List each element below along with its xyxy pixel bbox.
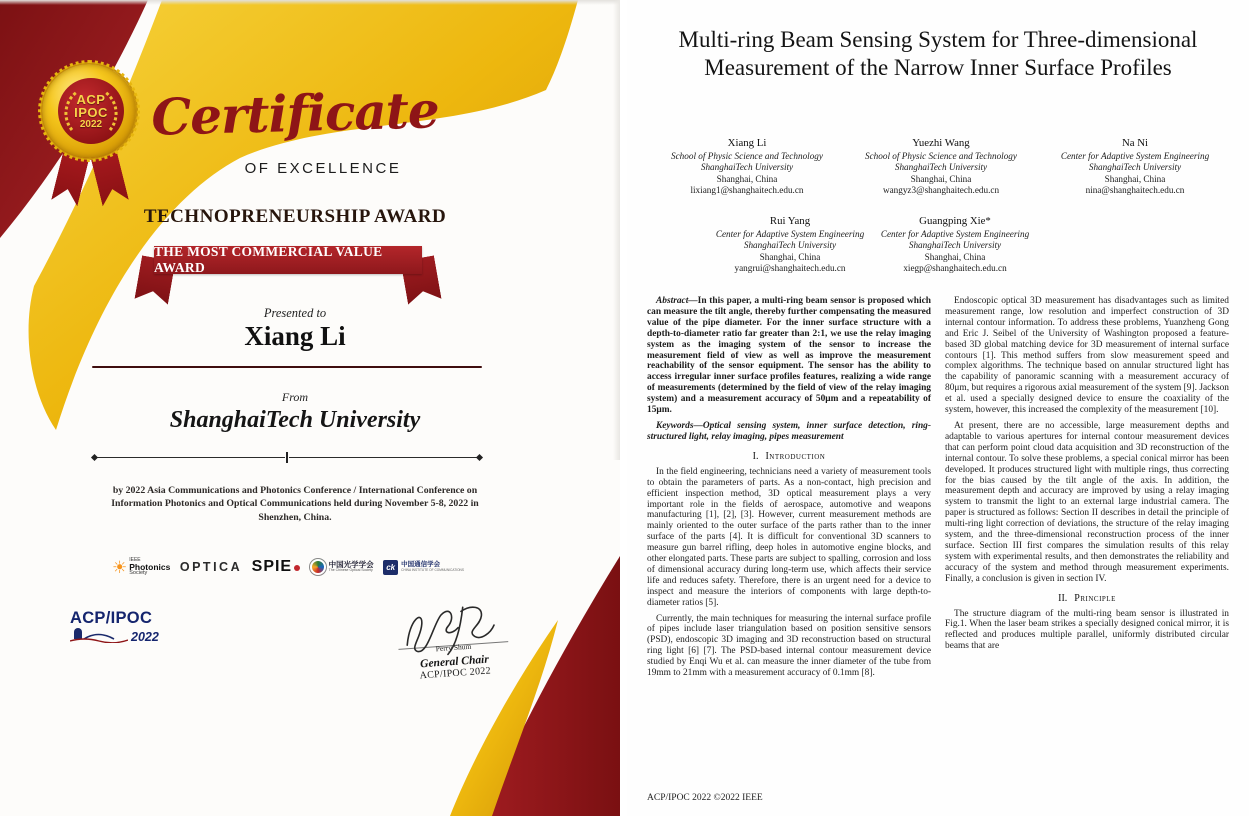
author-email: xiegp@shanghaitech.edu.cn bbox=[903, 263, 1007, 274]
intro-paragraph-2: Currently, the main techniques for measuring the internal surface profile of pipes include laser triangulation based on position sensitive sensors (PSD), endoscopic 3D imaging and 3D reconstruction based on structural ring light [6] [7]. The PSD-based internal contour measurement device studied by Enqi Wu et al. can measure the inner diameter of the tube from 19mm to 21mm with a measurement accuracy of 0.1mm [8]. bbox=[647, 613, 931, 679]
award-medal-badge bbox=[40, 64, 140, 209]
divider-line bbox=[97, 457, 285, 458]
organization-name: ShanghaiTech University bbox=[169, 407, 421, 433]
spie-red-dot-icon bbox=[294, 565, 300, 571]
acp-ipoc-event-logo bbox=[70, 610, 180, 643]
author-email: yangrui@shanghaitech.edu.cn bbox=[734, 263, 846, 274]
issuing-statement: by 2022 Asia Communications and Photonics Conference / International Conference on Information Photonics and Optical Communications held during November 5-8, 2022 in Shenzhen, China. bbox=[111, 484, 479, 523]
cic-chinese-text: 中国通信学会 bbox=[401, 561, 441, 569]
globe-icon bbox=[310, 559, 326, 575]
author-university: ShanghaiTech University bbox=[894, 162, 988, 173]
related-work-paragraph-2: At present, there are no accessible, large measurement depths and adaptable to various apertures for internal contour measurement devices that can perform point cloud data acquisition and 3D reconstruction of the internal contour. To solve these problems, a special conical mirror has been developed. It produces structured light with multiple rings, thus correcting for the bias caused by the tilt angle of the axis. In addition, the measurement depth and accuracy are improved by using a relay imaging system to transmit the light to an external large industrial camera. The paper is structured as follows: Section II describes in detail the principle of multi-ring light correction of deviations, the structure of the relay imaging system, and the three-dimensional reconstruction process of the inner surface. Section III first compares the simulation results of this relay system with experimental results, and then demonstrates the reliability and accuracy of the system and method through measurement experiments. Finally, a conclusion is given in section IV. bbox=[945, 420, 1229, 584]
author-email: wangyz3@shanghaitech.edu.cn bbox=[882, 185, 1000, 196]
divider-end-diamond bbox=[476, 454, 483, 461]
author-block bbox=[1038, 138, 1232, 197]
paper-page bbox=[627, 0, 1249, 816]
intro-paragraph-1: In the field engineering, technicians need a variety of measurement tools to obtain the parameters of parts. As a non-contact, high precision and efficient inspection method, 3D optical measurement plays a very important role in the fields of aerospace, automotive and weapons manufacturing [1], [2], [3]. However, current measurement methods are mainly oriented to the outer surface of the parts rather than to the inner surface of the parts [4]. It is difficult for conventional 3D scanners to measure gun barrel rifling, deep holes in automotive engine blocks, and other elongated parts. These parts are subject to spalling, corrosion and loss of dimensional accuracy during long-term use, which affects their service life and reduces safety. Therefore, there is an urgent need for a device to inspect and measure the interiors of components with large depth-to-diameter ratios [5]. bbox=[647, 466, 931, 608]
author-name: Rui Yang bbox=[769, 215, 811, 227]
author-department: Center for Adaptive System Engineering bbox=[1060, 150, 1210, 161]
certificate-page bbox=[0, 0, 620, 816]
author-row-1 bbox=[650, 138, 1232, 197]
signer-event: ACP/IPOC 2022 bbox=[419, 665, 492, 682]
divider-end-diamond bbox=[91, 454, 98, 461]
chinese-optical-society-logo bbox=[310, 559, 374, 575]
author-name: Guangping Xie* bbox=[919, 215, 991, 227]
recipient-underline bbox=[92, 366, 482, 368]
author-department: School of Physic Science and Technology bbox=[671, 150, 823, 161]
author-city: Shanghai, China bbox=[716, 173, 778, 184]
signer-name: Perry Shum bbox=[435, 641, 472, 654]
author-email: lixiang1@shanghaitech.edu.cn bbox=[690, 185, 804, 196]
sponsor-logos-row bbox=[112, 548, 464, 586]
divider-center-cross bbox=[286, 452, 288, 463]
author-city: Shanghai, China bbox=[759, 251, 821, 262]
medal-center bbox=[58, 78, 124, 144]
author-department: School of Physic Science and Technology bbox=[865, 150, 1017, 161]
photonics-text: Photonics bbox=[129, 561, 171, 572]
paper-title: Multi-ring Beam Sensing System for Three-dimensional Measurement of the Narrow Inner Surface Profiles bbox=[678, 27, 1198, 80]
section-number: II. bbox=[1058, 592, 1068, 604]
section-title: Principle bbox=[1074, 592, 1116, 604]
spie-logo bbox=[252, 558, 300, 576]
award-ribbon-banner: THE MOST COMMERCIAL VALUE AWARD bbox=[154, 246, 422, 274]
section-title: Introduction bbox=[765, 450, 826, 462]
event-logo-name: ACP/IPOC bbox=[70, 609, 153, 627]
author-university: ShanghaiTech University bbox=[1088, 162, 1182, 173]
section-heading-principle bbox=[945, 593, 1229, 604]
photo-edge-right bbox=[613, 0, 620, 460]
author-city: Shanghai, China bbox=[910, 173, 972, 184]
keywords-text: Optical sensing system, inner surface detection, ring-structured light, relay imaging, pipes measurement bbox=[647, 420, 931, 442]
abstract-label: Abstract— bbox=[656, 296, 698, 306]
author-university: ShanghaiTech University bbox=[743, 240, 837, 251]
author-block bbox=[835, 216, 1075, 275]
medal-text-year: 2022 bbox=[79, 118, 103, 130]
copyright-footer: ACP/IPOC 2022 ©2022 IEEE bbox=[647, 793, 763, 803]
related-work-paragraph-1: Endoscopic optical 3D measurement has disadvantages such as limited measurement range, low resolution and imperfect construction of 3D internal contour information. To address these problems, Yuanzheng Gong and Eric J. Seibel of the University of Washington proposed a feature-based 3D global matching device for 3D measurement of internal surface contours [1]. This method suffers from slow measurement speed and complex algorithms. The technique based on annular structured light has the capability of panoramic scanning with a measurement accuracy of 80μm, but requires a rigorous axial measurement of the system [9]. Jackson et al. used a specially designed device to ensure the coaxiality of the system, however, this increased the complexity of the measurement [10]. bbox=[945, 296, 1229, 416]
certificate-subtitle: OF EXCELLENCE bbox=[244, 160, 402, 177]
recipient-name: Xiang Li bbox=[244, 321, 346, 351]
ieee-brand-text: IEEE bbox=[129, 556, 141, 563]
author-department: Center for Adaptive System Engineering bbox=[880, 228, 1030, 239]
medal-text-ipoc: IPOC bbox=[74, 104, 108, 120]
author-department: Center for Adaptive System Engineering bbox=[715, 228, 865, 239]
signature-block bbox=[385, 598, 520, 684]
author-block bbox=[844, 138, 1038, 197]
divider-line bbox=[289, 457, 477, 458]
right-column bbox=[945, 296, 1229, 684]
award-title: TECHNOPRENEURSHIP AWARD bbox=[143, 206, 447, 227]
author-block bbox=[650, 138, 844, 197]
author-name: Xiang Li bbox=[727, 137, 767, 149]
author-name: Yuezhi Wang bbox=[912, 137, 970, 149]
author-university: ShanghaiTech University bbox=[908, 240, 1002, 251]
author-city: Shanghai, China bbox=[924, 251, 986, 262]
shenzhen-skyline-icon bbox=[70, 627, 128, 643]
abstract-paragraph bbox=[647, 296, 931, 416]
author-name: Na Ni bbox=[1121, 137, 1149, 149]
signer-role: General Chair bbox=[419, 653, 490, 671]
medal-gold-disc bbox=[42, 64, 136, 158]
keywords-line bbox=[647, 421, 931, 443]
two-column-body bbox=[647, 296, 1229, 684]
medal-text-acp: ACP bbox=[76, 91, 106, 107]
photo-edge-top bbox=[0, 0, 620, 5]
society-text: Society bbox=[129, 570, 148, 576]
from-label: From bbox=[281, 390, 309, 404]
author-university: ShanghaiTech University bbox=[700, 162, 794, 173]
optica-logo: OPTICA bbox=[179, 560, 243, 574]
event-logo-year: 2022 bbox=[131, 630, 159, 644]
keywords-label: Keywords— bbox=[656, 420, 703, 431]
laurel-wreath-icon bbox=[58, 78, 124, 144]
certificate-script-title: Certificate bbox=[150, 80, 440, 147]
sunburst-icon: ☀ bbox=[112, 557, 128, 577]
cic-mark-icon: ck bbox=[383, 560, 398, 575]
principle-paragraph-1: The structure diagram of the multi-ring beam sensor is illustrated in Fig.1. When the laser beam strikes a specially designed conical mirror, it is reflected and produces multiple parallel, uniformly distributed circular beams that are bbox=[945, 608, 1229, 652]
section-number: I. bbox=[752, 450, 759, 462]
presented-to-label: Presented to bbox=[263, 306, 327, 320]
author-city: Shanghai, China bbox=[1104, 173, 1166, 184]
spie-text: SPIE bbox=[251, 558, 293, 575]
cos-english-text: The Chinese Optical Society bbox=[328, 568, 373, 573]
cic-english-text: CHINA INSTITUTE OF COMMUNICATIONS bbox=[401, 567, 464, 572]
ieee-photonics-society-logo bbox=[112, 558, 170, 577]
author-email: nina@shanghaitech.edu.cn bbox=[1085, 185, 1185, 196]
ornamental-divider bbox=[92, 452, 482, 463]
abstract-text: In this paper, a multi-ring beam sensor is proposed which can measure the tilt angle, thereby further compensating the measured value of the pipe diameter. For the inner surface structure with a depth-to-diameter ratio far greater than 2:1, we use the relay imaging system as the imaging system of the sensor to increase the measurement field of view as well as improve the measurement reachability of the sensor equipment. The sensor has the ability to access irregular inner surface profiles features, realizing a wide range of measurements (determined by the field of view of the relay imaging system) and a measurement accuracy of 50μm and a repeatability of 15μm. bbox=[647, 296, 931, 416]
left-column bbox=[647, 296, 931, 684]
china-institute-of-communications-logo bbox=[383, 560, 464, 575]
section-heading-introduction bbox=[647, 451, 931, 462]
cos-chinese-text: 中国光学学会 bbox=[328, 559, 374, 569]
